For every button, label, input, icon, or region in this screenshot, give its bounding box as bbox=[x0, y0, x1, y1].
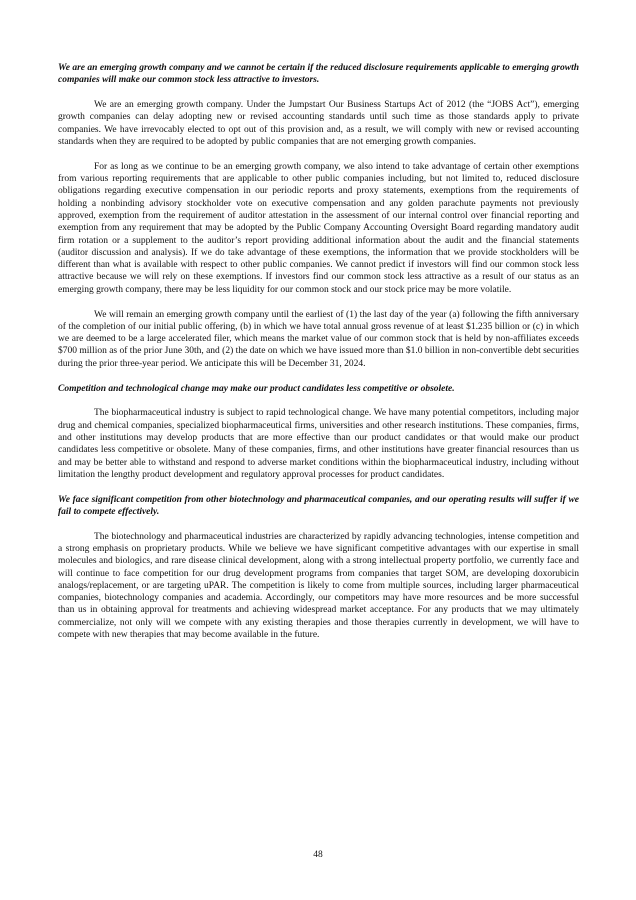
section-heading: Competition and technological change may make our product candidates less competitive or obsolete. bbox=[58, 383, 455, 394]
body-paragraph: We will remain an emerging growth company until the earliest of (1) the last day of the year (a) following the fifth anniversary of the completion of our initial public offering, (b) in which we have total annual gross revenue of at least $1.235 billion or (c) in which we are deemed to be a large accelerated filer, which means the market value of our common stock that is held by non-affiliates exceeds $700 million as of the prior June 30th, and (2) the date on which we have issued more than $1.0 billion in non-convertible debt securities during the prior three-year period. We anticipate this will be December 31, 2024. bbox=[58, 309, 579, 369]
body-paragraph: We are an emerging growth company. Under the Jumpstart Our Business Startups Act of 2012 (the “JOBS Act”), emerging growth companies can delay adopting new or revised accounting standards until such time as those standards apply to private companies. We have irrevocably elected to opt out of this provision and, as a result, we will comply with new or revised accounting standards when they are required to be adopted by public companies that are not emerging growth companies. bbox=[58, 100, 579, 147]
page-content bbox=[58, 62, 579, 654]
section-heading: We face significant competition from other biotechnology and pharmaceutical companies, and our operating results will suffer if we fail to compete effectively. bbox=[58, 494, 579, 517]
page-number: 48 bbox=[313, 850, 323, 860]
section-emerging-growth bbox=[58, 62, 579, 370]
body-paragraph: The biopharmaceutical industry is subject to rapid technological change. We have many potential competitors, including major drug and chemical companies, specialized biopharmaceutical firms, universities and other research institutions. These companies, firms, and other institutions may develop products that are more effective than our product candidates or that would make our product candidates less competitive or obsolete. Many of these companies, firms, and other institutions have greater financial resources than us and may be better able to withstand and respond to adverse market conditions within the biopharmaceutical industry, including without limitation the lengthy product development and regulatory approval processes for product candidates. bbox=[58, 408, 579, 480]
section-heading: We are an emerging growth company and we cannot be certain if the reduced disclosure requirements applicable to emerging growth companies will make our common stock less attractive to investors. bbox=[58, 63, 579, 86]
section-competition-technological-change bbox=[58, 383, 579, 482]
section-significant-competition bbox=[58, 494, 579, 642]
body-paragraph: The biotechnology and pharmaceutical industries are characterized by rapidly advancing technologies, intense competition and a strong emphasis on proprietary products. While we believe we have significant competitive advantages with our expertise in small molecules and biologics, and rare disease clinical development, along with a strong intellectual property portfolio, we currently face and will continue to face competition for our drug development programs from companies that target SOM, are developing doxorubicin analogs/replacement, or are targeting uPAR. The competition is likely to come from multiple sources, including larger pharmaceutical companies, biotechnology companies and academia. Accordingly, our competitors may have more resources and be more successful than us in obtaining approval for treatments and achieving widespread market acceptance. For any products that we may ultimately commercialize, not only will we compete with any existing therapies and those therapies currently in development, we will have to compete with new therapies that may become available in the future. bbox=[58, 531, 579, 641]
body-paragraph: For as long as we continue to be an emerging growth company, we also intend to take advantage of certain other exemptions from various reporting requirements that are applicable to other public companies including, but not limited to, reduced disclosure obligations regarding executive compensation in our periodic reports and proxy statements, exemptions from the requirements of holding a nonbinding advisory stockholder vote on executive compensation and any golden parachute payments not previously approved, exemption from the requirement of auditor attestation in the assessment of our internal control over financial reporting and exemption from any requirement that may be adopted by the Public Company Accounting Oversight Board regarding mandatory audit firm rotation or a supplement to the auditor’s report providing additional information about the audit and the financial statements (auditor discussion and analysis). If we do take advantage of these exemptions, the information that we provide stockholders will be different than what is available with respect to other public companies. We cannot predict if investors will find our common stock less attractive because we will rely on these exemptions. If investors find our common stock less attractive as a result of our status as an emerging growth company, there may be less liquidity for our common stock and our stock price may be more volatile. bbox=[58, 161, 579, 295]
